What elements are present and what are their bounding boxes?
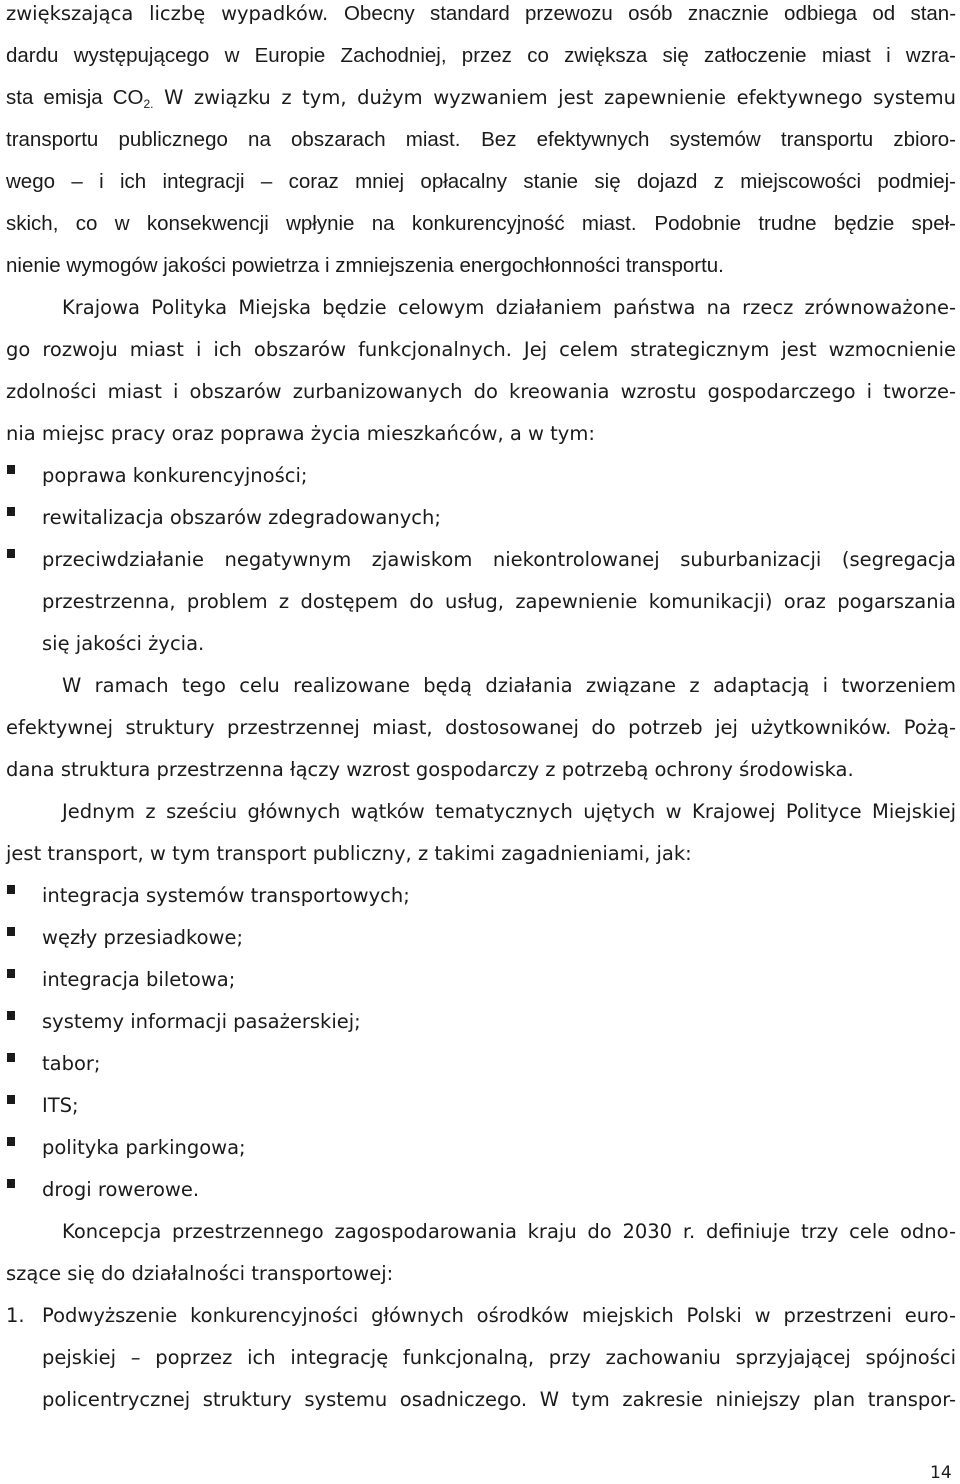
list-item: systemy informacji pasażerskiej; (42, 1010, 361, 1033)
text-run: zwiększająca liczbę wypadków. (6, 2, 329, 25)
bullet-marker (7, 1137, 15, 1146)
list-number: 1. (6, 1304, 25, 1327)
bullet-marker (7, 927, 15, 936)
bullet-marker (7, 885, 15, 894)
bullet-marker (7, 465, 15, 474)
list-item: węzły przesiadkowe; (42, 926, 244, 949)
page-number: 14 (930, 1463, 952, 1483)
text-line: Koncepcja przestrzennego zagospodarowania kraju do 2030 r. definiuje trzy cele odno- (62, 1220, 956, 1243)
list-item-continuation: policentrycznej struktury systemu osadniczego. W tym zakresie niniejszy plan transpor- (42, 1388, 956, 1411)
text-run: W związku z tym, dużym wyzwaniem jest zapewnienie efektywnego systemu (153, 86, 956, 109)
text-run: sta emisja CO (6, 86, 144, 109)
text-line: efektywnej struktury przestrzennej miast, dostosowanej do potrzeb jej użytkowników. Pożą- (6, 716, 956, 739)
bullet-marker (7, 1011, 15, 1020)
text-line (6, 88, 956, 109)
bullet-marker (7, 1179, 15, 1188)
text-line: jest transport, w tym transport publiczny, z takimi zagadnieniami, jak: (6, 842, 692, 865)
text-run: Obecny standard przewozu osób znacznie odbiega od stan- (343, 2, 957, 25)
text-line: zdolności miast i obszarów zurbanizowanych do kreowania wzrostu gospodarczego i tworze- (6, 380, 956, 403)
bullet-marker (7, 1053, 15, 1062)
list-item: przeciwdziałanie negatywnym zjawiskom niekontrolowanej suburbanizacji (segregacja (42, 548, 956, 571)
text-line: szące się do działalności transportowej: (6, 1262, 394, 1285)
text-run: Bez efektywnych systemów transportu zbioro- (481, 128, 957, 151)
text-line: wego – i ich integracji – coraz mniej opłacalny stanie się dojazd z miejscowości podmiej- (6, 170, 956, 193)
text-run: skich, co w konsekwencji wpłynie na konkurencyjność miast. (6, 212, 637, 235)
list-item: ITS; (42, 1094, 79, 1117)
list-item: Podwyższenie konkurencyjności głównych ośrodków miejskich Polski w przestrzeni euro- (42, 1304, 956, 1327)
text-line: W ramach tego celu realizowane będą działania związane z adaptacją i tworzeniem (62, 674, 956, 697)
text-line: nia miejsc pracy oraz poprawa życia mieszkańców, a w tym: (6, 422, 595, 445)
text-line: Jednym z sześciu głównych wątków tematycznych ujętych w Krajowej Polityce Miejskiej (62, 800, 956, 823)
text-run: Podobnie trudne będzie speł- (654, 212, 956, 235)
bullet-marker (7, 507, 15, 516)
text-line (6, 130, 956, 151)
list-item: tabor; (42, 1052, 101, 1075)
bullet-marker (7, 969, 15, 978)
list-item: polityka parkingowa; (42, 1136, 246, 1159)
text-line (6, 4, 956, 25)
text-run: transportu publicznego na obszarach miast. (6, 128, 461, 151)
text-line: dardu występującego w Europie Zachodniej, przez co zwiększa się zatłoczenie miast i wzra- (6, 44, 956, 67)
subscript: 2. (143, 97, 154, 111)
bullet-marker (7, 1095, 15, 1104)
bullet-marker (7, 549, 15, 558)
text-line: Krajowa Polityka Miejska będzie celowym działaniem państwa na rzecz zrównoważone- (62, 296, 956, 319)
list-item: poprawa konkurencyjności; (42, 464, 308, 487)
list-item: integracja systemów transportowych; (42, 884, 410, 907)
text-line: go rozwoju miast i ich obszarów funkcjonalnych. Jej celem strategicznym jest wzmocnienie (6, 338, 956, 361)
list-item-continuation: przestrzenna, problem z dostępem do usług, zapewnienie komunikacji) oraz pogarszania (42, 590, 956, 613)
text-line: nienie wymogów jakości powietrza i zmniejszenia energochłonności transportu. (6, 254, 724, 277)
list-item: drogi rowerowe. (42, 1178, 200, 1201)
list-item-continuation: pejskiej – poprzez ich integrację funkcjonalną, przy zachowaniu sprzyjającej spójności (42, 1346, 956, 1369)
list-item: integracja biletowa; (42, 968, 236, 991)
list-item-continuation: się jakości życia. (42, 632, 205, 655)
list-item: rewitalizacja obszarów zdegradowanych; (42, 506, 441, 529)
text-line (6, 214, 956, 235)
text-line: dana struktura przestrzenna łączy wzrost gospodarczy z potrzebą ochrony środowiska. (6, 758, 854, 781)
